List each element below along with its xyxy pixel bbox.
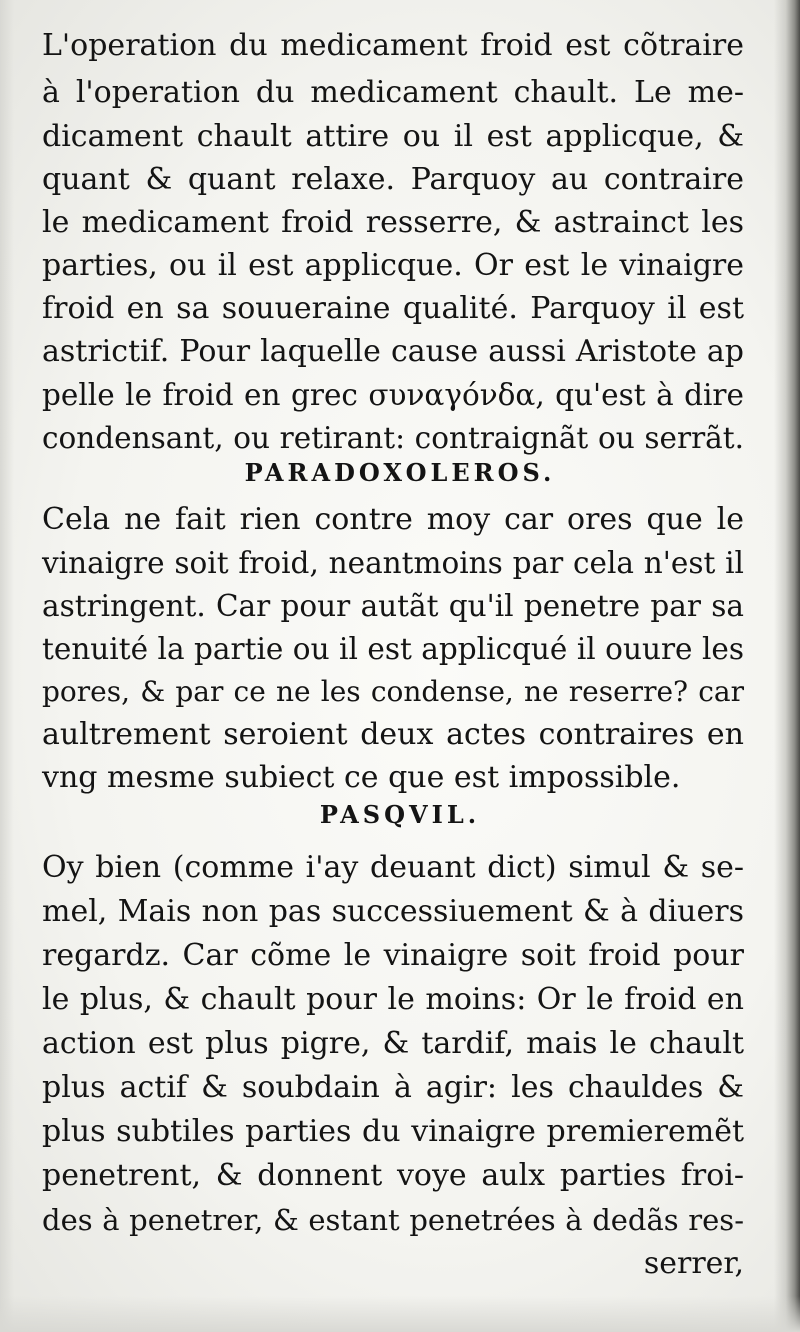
text-line: serrer, [643, 1246, 744, 1281]
speaker-heading-paradoxoleros: PARADOXOLEROS. [244, 458, 556, 487]
text-line: tenuité la partie ou il est applicqué il ouure les [42, 632, 744, 666]
text-line: Oy bien (comme i'ay deuant dict) simul & se- [42, 850, 744, 885]
text-line: le medicament froid resserre, & astrainct les [42, 205, 744, 240]
text-line: Cela ne fait rien contre moy car ores que le [42, 502, 744, 537]
text-line: mel, Mais non pas successiuement & à diuers [42, 894, 744, 929]
text-line: aultrement seroient deux actes contraires en [42, 717, 744, 752]
text-line: vng mesme subiect ce que est impossible. [42, 760, 681, 795]
text-line: à l'operation du medicament chault. Le me- [42, 75, 744, 110]
text-line: des à penetrer, & estant penetrées à dedãs res- [42, 1203, 744, 1237]
text-line: froid en sa souueraine qualité. Parquoy il est [42, 291, 744, 326]
text-line: pelle le froid en grec συναγόνδα, qu'est à dire [42, 378, 744, 412]
text-line: pores, & par ce ne les condense, ne reserre? car [42, 675, 744, 708]
speaker-heading-pasquil: PASQVIL. [319, 800, 481, 829]
text-line: astringent. Car pour autãt qu'il penetre par sa [42, 589, 744, 623]
text-line: condensant, ou retirant: contraignãt ou serrãt. [42, 421, 744, 455]
text-line: plus actif & soubdain à agir: les chauldes & [42, 1070, 744, 1105]
text-line: parties, ou il est applicque. Or est le vinaigre [42, 248, 744, 283]
text-line: penetrent, & donnent voye aulx parties froi- [42, 1158, 744, 1193]
text-line: plus subtiles parties du vinaigre premieremẽt [42, 1114, 744, 1149]
text-line: quant & quant relaxe. Parquoy au contraire [42, 162, 744, 197]
text-line: action est plus pigre, & tardif, mais le chault [42, 1026, 744, 1061]
text-line: le plus, & chault pour le moins: Or le froid en [42, 982, 744, 1017]
text-line: regardz. Car cõme le vinaigre soit froid pour [42, 938, 744, 973]
text-line: L'operation du medicament froid est cõtraire [42, 28, 744, 63]
text-line: astrictif. Pour laquelle cause aussi Aristote ap [42, 334, 744, 369]
text-line: dicament chault attire ou il est applicque, & [42, 119, 744, 154]
text-line: vinaigre soit froid, neantmoins par cela n'est il [42, 546, 744, 580]
